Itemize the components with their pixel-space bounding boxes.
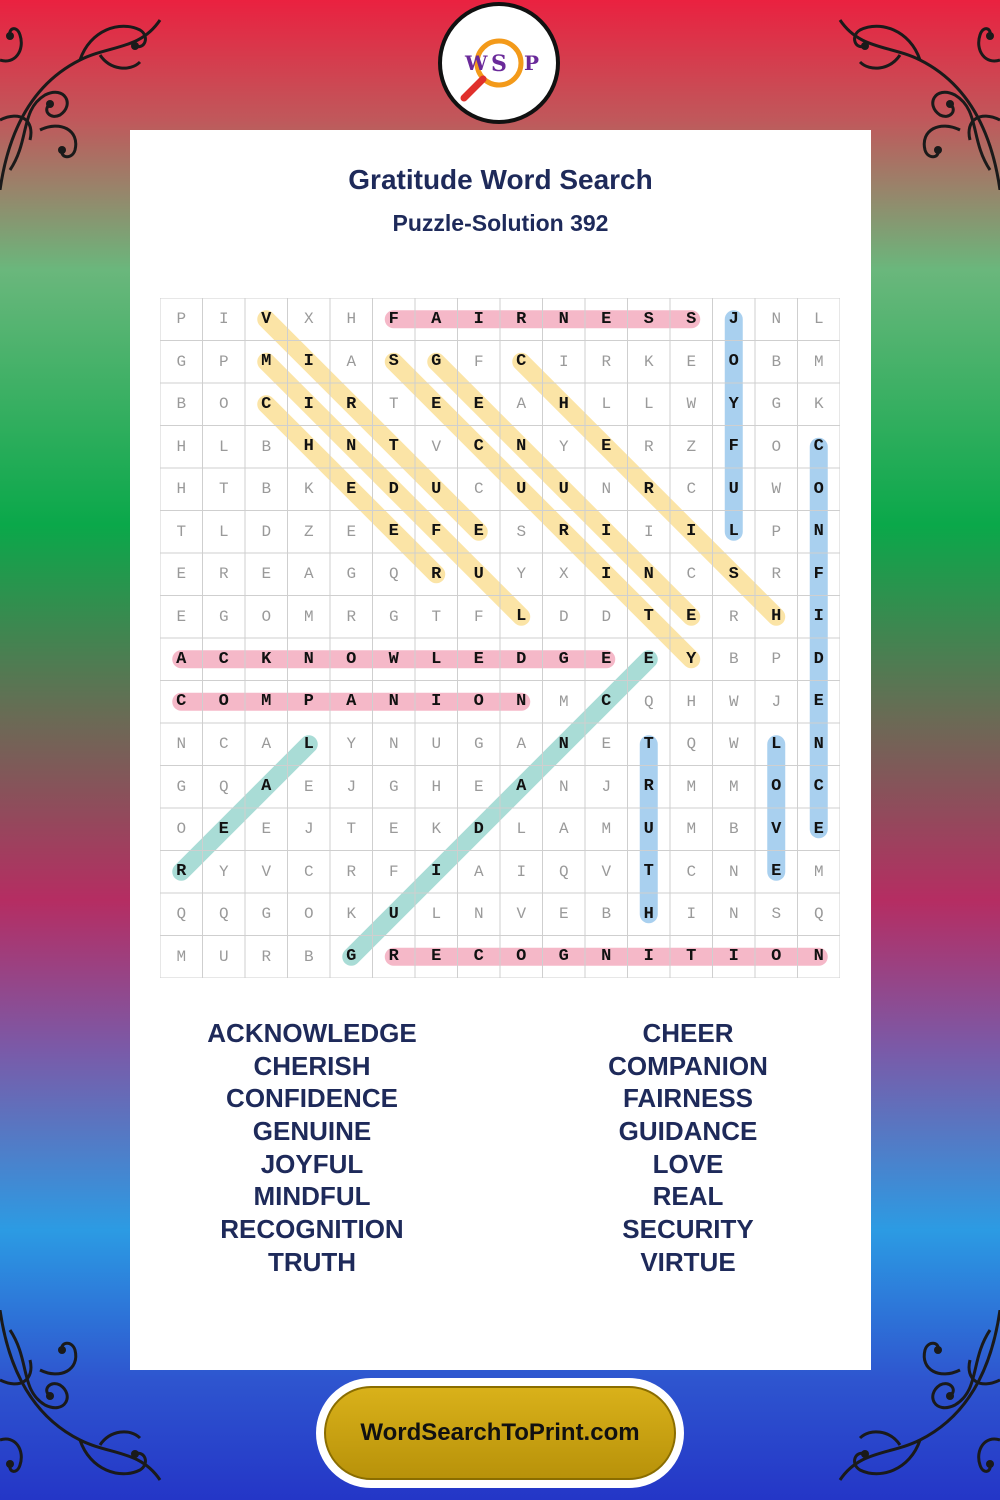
grid-cell[interactable]: E <box>388 820 399 839</box>
word-list-item: CONFIDENCE <box>226 1083 398 1114</box>
grid-cell[interactable]: G <box>431 352 442 372</box>
grid-cell[interactable]: A <box>261 735 272 754</box>
grid-cell[interactable]: R <box>516 309 527 329</box>
grid-cell[interactable]: F <box>388 309 399 329</box>
grid-cell[interactable]: E <box>473 522 484 542</box>
grid-cell[interactable]: U <box>431 479 442 499</box>
grid-cell[interactable]: A <box>473 862 484 881</box>
grid-cell[interactable]: P <box>771 522 782 541</box>
grid-cell[interactable]: N <box>643 564 654 584</box>
grid-cell[interactable]: K <box>303 480 314 499</box>
grid-cell[interactable]: T <box>643 607 654 627</box>
grid-cell[interactable]: O <box>473 692 484 712</box>
grid-cell[interactable]: I <box>303 352 314 372</box>
grid-cell[interactable]: H <box>346 310 357 329</box>
grid-cell[interactable]: M <box>686 777 697 796</box>
grid-cell[interactable]: M <box>558 692 569 711</box>
grid-cell[interactable]: S <box>388 352 399 372</box>
grid-cell[interactable]: C <box>813 777 824 797</box>
grid-cell[interactable]: Y <box>346 735 357 754</box>
grid-cell[interactable]: T <box>431 607 442 626</box>
grid-cell[interactable]: I <box>686 522 697 542</box>
grid-cell[interactable]: Y <box>218 862 229 881</box>
grid-cell[interactable]: A <box>346 352 357 371</box>
word-list-item: MINDFUL <box>253 1181 371 1212</box>
grid-cell[interactable]: Q <box>643 692 654 711</box>
grid-cell[interactable]: I <box>473 309 484 329</box>
grid-cell[interactable]: T <box>218 480 229 499</box>
word-list-left <box>162 1017 462 1279</box>
grid-cell[interactable]: V <box>771 819 782 839</box>
grid-cell[interactable]: E <box>601 309 612 329</box>
word-list-item: CHERISH <box>253 1050 371 1081</box>
grid-cell[interactable]: N <box>346 437 357 457</box>
site-link[interactable]: WordSearchToPrint.com <box>324 1386 676 1480</box>
grid-cell[interactable]: S <box>771 905 782 924</box>
grid-cell[interactable]: W <box>728 735 739 754</box>
grid-cell[interactable]: O <box>218 692 229 712</box>
grid-cell[interactable]: P <box>303 692 314 712</box>
grid-cell[interactable]: M <box>261 352 272 372</box>
grid-cell[interactable]: P <box>771 650 782 669</box>
grid-cell[interactable]: L <box>813 310 824 329</box>
grid-cell[interactable]: H <box>686 692 697 711</box>
grid-cell[interactable]: N <box>813 947 824 967</box>
grid-cell[interactable]: B <box>261 437 272 456</box>
wsp-logo <box>438 2 560 124</box>
grid-cell[interactable]: Q <box>388 565 399 584</box>
grid-cell[interactable]: C <box>176 692 187 712</box>
grid-cell[interactable]: R <box>346 862 357 881</box>
word-grid <box>160 298 840 978</box>
word-list-item: ACKNOWLEDGE <box>207 1018 417 1048</box>
grid-cell[interactable]: G <box>473 735 484 754</box>
grid-cell[interactable]: X <box>303 310 314 329</box>
grid-cell[interactable]: M <box>261 692 272 712</box>
magnifier-logo-icon <box>442 6 556 120</box>
grid-cell[interactable]: N <box>303 649 314 669</box>
grid-cell[interactable]: C <box>473 437 484 457</box>
site-badge[interactable] <box>316 1378 684 1488</box>
grid-cell[interactable]: A <box>516 777 527 797</box>
grid-cell[interactable]: Q <box>686 735 697 754</box>
grid-cell[interactable]: Q <box>558 862 569 881</box>
grid-cell[interactable]: O <box>261 607 272 626</box>
grid-cell[interactable]: B <box>601 905 612 924</box>
grid-cell[interactable]: E <box>388 522 399 542</box>
grid-cell[interactable]: C <box>686 862 697 881</box>
grid-cell[interactable]: T <box>643 862 654 882</box>
grid-cell[interactable]: D <box>388 479 399 499</box>
grid-cell[interactable]: M <box>813 352 824 371</box>
grid-cell[interactable]: L <box>728 522 739 542</box>
grid-cell[interactable]: N <box>558 734 569 754</box>
grid-cell[interactable]: N <box>516 437 527 457</box>
grid-cell[interactable]: E <box>218 819 229 839</box>
grid-cell[interactable]: G <box>346 565 357 584</box>
grid-cell[interactable]: R <box>261 947 272 966</box>
grid-cell[interactable]: E <box>771 862 782 882</box>
grid-cell[interactable]: S <box>516 522 527 541</box>
word-list-item: FAIRNESS <box>622 1083 754 1114</box>
grid-cell[interactable]: G <box>558 947 569 967</box>
grid-cell[interactable]: E <box>473 777 484 796</box>
grid-cell[interactable]: C <box>516 352 527 372</box>
grid-cell[interactable]: V <box>261 309 272 329</box>
grid-cell[interactable]: T <box>346 820 357 839</box>
word-list-right <box>538 1017 838 1279</box>
grid-cell[interactable]: G <box>346 947 357 967</box>
grid-cell[interactable]: T <box>176 522 187 541</box>
grid-cell[interactable]: O <box>176 820 187 839</box>
grid-cell[interactable]: C <box>218 649 229 669</box>
grid-cell[interactable]: N <box>388 692 399 712</box>
grid-cell[interactable]: I <box>601 564 612 584</box>
grid-cell[interactable]: Y <box>728 394 739 414</box>
grid-cell[interactable]: D <box>473 819 484 839</box>
grid-cell[interactable]: D <box>558 607 569 626</box>
grid-cell[interactable]: N <box>601 480 612 499</box>
grid-cell[interactable]: O <box>303 905 314 924</box>
logo-letter-p: P <box>524 51 540 75</box>
grid-cell[interactable]: I <box>218 310 229 329</box>
grid-cell[interactable]: E <box>473 394 484 414</box>
grid-cell[interactable]: H <box>431 777 442 796</box>
grid-cell[interactable]: L <box>431 649 442 669</box>
grid-cell[interactable]: E <box>346 522 357 541</box>
grid-cell[interactable]: O <box>218 395 229 414</box>
grid-cell[interactable]: E <box>473 649 484 669</box>
grid-cell[interactable]: Z <box>303 522 314 541</box>
grid-cell[interactable]: E <box>431 394 442 414</box>
grid-cell[interactable]: G <box>176 352 187 371</box>
word-list-item: VIRTUE <box>640 1246 736 1277</box>
grid-cell[interactable]: R <box>643 437 654 456</box>
grid-cell[interactable]: B <box>728 650 739 669</box>
grid-cell[interactable]: N <box>388 735 399 754</box>
grid-cell[interactable]: H <box>558 394 569 414</box>
grid-cell[interactable]: M <box>601 820 612 839</box>
grid-cell[interactable]: Y <box>516 565 527 584</box>
grid-cell[interactable]: G <box>176 777 187 796</box>
grid-cell[interactable]: Q <box>813 905 824 924</box>
grid-cell[interactable]: P <box>176 310 187 329</box>
grid-cell[interactable]: D <box>261 522 272 541</box>
grid-cell[interactable]: J <box>728 309 739 329</box>
grid-cell[interactable]: I <box>516 862 527 881</box>
grid-cell[interactable]: O <box>346 649 357 669</box>
grid-cell[interactable]: T <box>388 437 399 457</box>
grid-cell[interactable]: W <box>728 692 739 711</box>
grid-cell[interactable]: L <box>516 607 527 627</box>
grid-cell[interactable]: E <box>813 692 824 712</box>
grid-cell[interactable]: I <box>601 522 612 542</box>
grid-cell[interactable]: G <box>558 649 569 669</box>
grid-cell[interactable]: I <box>431 692 442 712</box>
grid-cell[interactable]: C <box>686 480 697 499</box>
grid-cell[interactable]: E <box>261 565 272 584</box>
grid-cell[interactable]: I <box>643 522 654 541</box>
grid-cell[interactable]: Y <box>558 437 569 456</box>
grid-cell[interactable]: E <box>601 437 612 457</box>
grid-cell[interactable]: G <box>388 607 399 626</box>
grid-cell[interactable]: C <box>218 735 229 754</box>
grid-cell[interactable]: R <box>601 352 612 371</box>
grid-cell[interactable]: F <box>388 862 399 881</box>
grid-cell[interactable]: X <box>558 565 569 584</box>
grid-cell[interactable]: R <box>728 607 739 626</box>
grid-cell[interactable]: S <box>728 564 739 584</box>
grid-cell[interactable]: N <box>771 310 782 329</box>
grid-cell[interactable]: I <box>303 394 314 414</box>
grid-cell[interactable]: D <box>601 607 612 626</box>
word-list-item: RECOGNITION <box>220 1214 404 1245</box>
grid-cell[interactable]: H <box>176 437 187 456</box>
grid-cell[interactable]: N <box>813 734 824 754</box>
grid-cell[interactable]: A <box>516 395 527 414</box>
grid-cell[interactable]: E <box>686 352 697 371</box>
grid-cell[interactable]: E <box>643 649 654 669</box>
grid-cell[interactable]: R <box>176 862 187 882</box>
grid-cell[interactable]: R <box>218 565 229 584</box>
grid-cell[interactable]: W <box>771 480 782 499</box>
grid-cell[interactable]: R <box>558 522 569 542</box>
grid-cell[interactable]: Z <box>686 437 697 456</box>
grid-cell[interactable]: O <box>771 947 782 967</box>
grid-cell[interactable]: E <box>686 607 697 627</box>
grid-cell[interactable]: L <box>601 395 612 414</box>
grid-cell[interactable]: N <box>473 905 484 924</box>
grid-cell[interactable]: V <box>601 862 612 881</box>
grid-cell[interactable]: A <box>303 565 314 584</box>
grid-cell[interactable]: C <box>601 692 612 712</box>
grid-cell[interactable]: P <box>218 352 229 371</box>
grid-cell[interactable]: A <box>431 309 442 329</box>
logo-letter-w: W <box>465 51 488 75</box>
letter-grid <box>160 298 840 978</box>
grid-cell[interactable]: K <box>813 395 824 414</box>
grid-cell[interactable]: V <box>431 437 442 456</box>
logo-letter-s: S <box>491 51 507 77</box>
grid-cell[interactable]: T <box>388 395 399 414</box>
grid-cell[interactable]: K <box>431 820 442 839</box>
grid-cell[interactable]: E <box>176 565 187 584</box>
grid-cell[interactable]: O <box>728 352 739 372</box>
grid-cell[interactable]: A <box>558 820 569 839</box>
grid-cell[interactable]: C <box>813 437 824 457</box>
grid-cell[interactable]: U <box>516 479 527 499</box>
word-list-item: COMPANION <box>608 1050 768 1081</box>
grid-cell[interactable]: U <box>558 479 569 499</box>
grid-cell[interactable]: A <box>346 692 357 712</box>
grid-cell[interactable]: E <box>601 735 612 754</box>
grid-cell[interactable]: B <box>303 947 314 966</box>
grid-cell[interactable]: R <box>643 777 654 797</box>
word-list-item: SECURITY <box>622 1214 754 1245</box>
page-title: Gratitude Word Search <box>348 164 653 195</box>
grid-cell[interactable]: F <box>431 522 442 542</box>
word-list-item: JOYFUL <box>260 1148 364 1179</box>
grid-cell[interactable]: R <box>346 394 357 414</box>
grid-cell[interactable]: N <box>813 522 824 542</box>
word-list-item: GUIDANCE <box>618 1116 758 1147</box>
grid-cell[interactable]: I <box>558 352 569 371</box>
grid-cell[interactable]: U <box>388 904 399 924</box>
grid-cell[interactable]: Q <box>176 905 187 924</box>
grid-cell[interactable]: S <box>643 309 654 329</box>
word-list-item: TRUTH <box>267 1246 357 1277</box>
grid-cell[interactable]: L <box>218 437 229 456</box>
word-list-item: LOVE <box>652 1148 724 1179</box>
grid-cell[interactable]: V <box>261 862 272 881</box>
grid-cell[interactable]: D <box>516 649 527 669</box>
grid-cell[interactable]: T <box>686 947 697 967</box>
grid-cell[interactable]: B <box>728 820 739 839</box>
grid-cell[interactable]: E <box>261 820 272 839</box>
grid-cell[interactable]: E <box>601 649 612 669</box>
grid-cell[interactable]: E <box>431 947 442 967</box>
word-list-item: GENUINE <box>252 1116 372 1147</box>
grid-cell[interactable]: J <box>303 820 314 839</box>
grid-cell[interactable]: I <box>686 905 697 924</box>
grid-cell[interactable]: A <box>261 777 272 797</box>
grid-cell[interactable]: U <box>218 947 229 966</box>
grid-cell[interactable]: G <box>218 607 229 626</box>
grid-cell[interactable]: N <box>176 735 187 754</box>
grid-cell[interactable]: E <box>346 479 357 499</box>
grid-cell[interactable]: K <box>346 905 357 924</box>
grid-cell[interactable]: L <box>303 734 314 754</box>
grid-cell[interactable]: A <box>176 649 187 669</box>
grid-cell[interactable]: H <box>303 437 314 457</box>
grid-cell[interactable]: H <box>771 607 782 627</box>
grid-cell[interactable]: C <box>261 394 272 414</box>
grid-cell[interactable]: F <box>728 437 739 457</box>
grid-cell[interactable]: I <box>728 947 739 967</box>
grid-cell[interactable]: R <box>643 479 654 499</box>
grid-cell[interactable]: C <box>473 947 484 967</box>
puzzle-sheet <box>130 130 871 1370</box>
grid-cell[interactable]: L <box>771 734 782 754</box>
word-list-item: CHEER <box>642 1018 734 1048</box>
grid-cell[interactable]: W <box>388 649 399 669</box>
grid-cell[interactable]: S <box>686 309 697 329</box>
grid-cell[interactable]: D <box>813 649 824 669</box>
grid-cell[interactable]: Q <box>218 905 229 924</box>
grid-cell[interactable]: R <box>431 564 442 584</box>
word-list-item: REAL <box>652 1181 724 1212</box>
grid-cell[interactable]: M <box>303 607 314 626</box>
grid-cell[interactable]: R <box>388 947 399 967</box>
grid-cell[interactable]: F <box>473 607 484 626</box>
grid-cell[interactable]: K <box>643 352 654 371</box>
grid-cell[interactable]: Q <box>218 777 229 796</box>
grid-cell[interactable]: E <box>813 819 824 839</box>
grid-cell[interactable]: K <box>261 649 272 669</box>
grid-cell[interactable]: L <box>431 905 442 924</box>
grid-cell[interactable]: O <box>516 947 527 967</box>
grid-cell[interactable]: F <box>473 352 484 371</box>
grid-cell[interactable]: U <box>728 479 739 499</box>
grid-cell[interactable]: R <box>346 607 357 626</box>
grid-cell[interactable]: C <box>686 565 697 584</box>
grid-cell[interactable]: G <box>388 777 399 796</box>
grid-cell[interactable]: W <box>686 395 697 414</box>
grid-cell[interactable]: L <box>516 820 527 839</box>
grid-cell[interactable]: L <box>218 522 229 541</box>
page-subtitle: Puzzle-Solution 392 <box>392 210 609 236</box>
grid-cell[interactable]: N <box>558 309 569 329</box>
grid-cell[interactable]: G <box>261 905 272 924</box>
grid-cell[interactable]: M <box>813 862 824 881</box>
grid-cell[interactable]: N <box>728 905 739 924</box>
grid-cell[interactable]: I <box>431 862 442 882</box>
grid-cell[interactable]: C <box>303 862 314 881</box>
grid-cell[interactable]: N <box>516 692 527 712</box>
grid-cell[interactable]: U <box>473 564 484 584</box>
grid-cell[interactable]: M <box>728 777 739 796</box>
grid-cell[interactable]: J <box>346 777 357 796</box>
grid-cell[interactable]: B <box>771 352 782 371</box>
grid-cell[interactable]: B <box>176 395 187 414</box>
grid-cell[interactable]: J <box>601 777 612 796</box>
grid-cell[interactable]: I <box>643 947 654 967</box>
grid-cell[interactable]: E <box>303 777 314 796</box>
grid-cell[interactable]: M <box>686 820 697 839</box>
grid-cell[interactable]: M <box>176 947 187 966</box>
grid-cell[interactable]: N <box>558 777 569 796</box>
grid-cell[interactable]: J <box>771 692 782 711</box>
grid-cell[interactable]: F <box>813 564 824 584</box>
grid-cell[interactable]: L <box>643 395 654 414</box>
grid-cell[interactable]: H <box>643 904 654 924</box>
grid-cell[interactable]: E <box>558 905 569 924</box>
grid-cell[interactable]: O <box>771 777 782 797</box>
grid-cell[interactable]: N <box>728 862 739 881</box>
grid-cell[interactable]: I <box>813 607 824 627</box>
grid-cell[interactable]: V <box>516 905 527 924</box>
grid-cell[interactable]: U <box>431 735 442 754</box>
grid-cell[interactable]: O <box>771 437 782 456</box>
grid-cell[interactable]: O <box>813 479 824 499</box>
grid-cell[interactable]: A <box>516 735 527 754</box>
grid-cell[interactable]: N <box>601 947 612 967</box>
grid-cell[interactable]: H <box>176 480 187 499</box>
grid-cell[interactable]: T <box>643 734 654 754</box>
grid-cell[interactable]: E <box>176 607 187 626</box>
grid-cell[interactable]: G <box>771 395 782 414</box>
grid-cell[interactable]: C <box>473 480 484 499</box>
grid-cell[interactable]: U <box>643 819 654 839</box>
grid-cell[interactable]: R <box>771 565 782 584</box>
grid-cell[interactable]: B <box>261 480 272 499</box>
grid-cell[interactable]: Y <box>686 649 697 669</box>
